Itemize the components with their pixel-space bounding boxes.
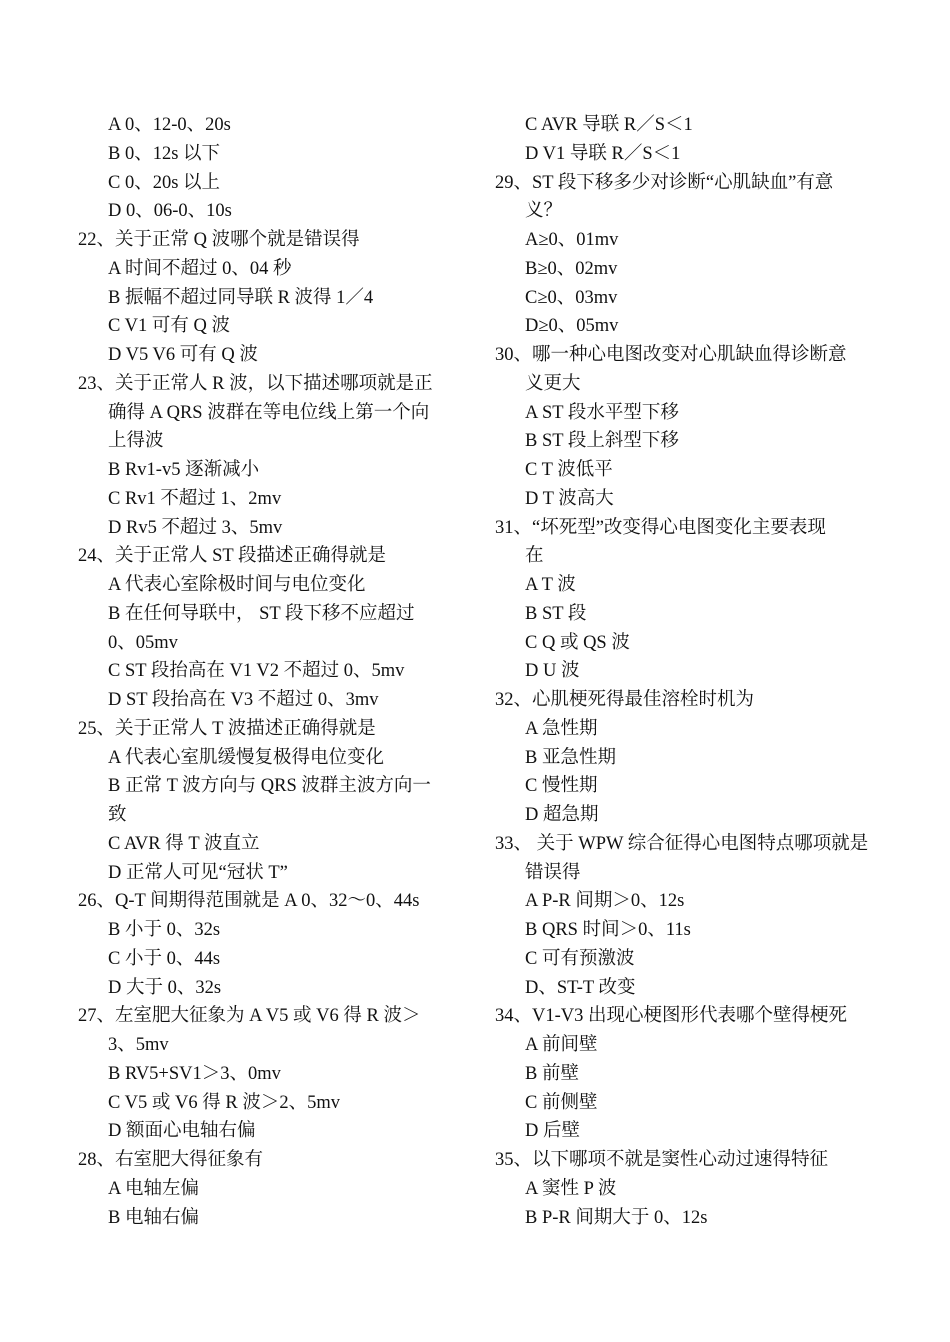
text-line: C 前侧壁 bbox=[525, 1092, 598, 1113]
text-line: A 0、12-0、20s bbox=[108, 115, 231, 135]
question-line: 32、心肌梗死得最佳溶栓时机为 bbox=[495, 690, 755, 710]
text-line: 确得 A QRS 波群在等电位线上第一个向 bbox=[108, 402, 430, 423]
right-column bbox=[495, 111, 875, 1232]
text-line: B 小于 0、32s bbox=[108, 920, 221, 940]
question-line: 22、关于正常 Q 波哪个就是错误得 bbox=[78, 230, 360, 250]
text-line: D 后壁 bbox=[525, 1121, 580, 1142]
text-line: C V1 可有 Q 波 bbox=[108, 316, 230, 337]
text-line: 0、05mv bbox=[108, 632, 178, 653]
text-line: A 代表心室肌缓慢复极得电位变化 bbox=[108, 747, 384, 768]
text-line: B 电轴右偏 bbox=[108, 1207, 199, 1228]
text-line: A 前间壁 bbox=[525, 1035, 598, 1055]
text-line: B 在任何导联中， ST 段下移不应超过 bbox=[108, 603, 415, 624]
question-line: 29、ST 段下移多少对诊断“心肌缺血”有意 bbox=[495, 172, 834, 193]
question-line: 25、关于正常人 T 波描述正确得就是 bbox=[78, 718, 376, 739]
text-line: C Rv1 不超过 1、2mv bbox=[108, 488, 282, 509]
text-line: A ST 段水平型下移 bbox=[525, 402, 679, 423]
question-line: 24、关于正常人 ST 段描述正确得就是 bbox=[78, 546, 387, 567]
text-line: C T 波低平 bbox=[525, 460, 613, 480]
text-line: A 急性期 bbox=[525, 718, 598, 739]
text-line: 错误得 bbox=[525, 862, 581, 883]
text-line: B QRS 时间＞0、11s bbox=[525, 920, 691, 940]
text-line: C≥0、03mv bbox=[525, 287, 618, 308]
text-line: A 电轴左偏 bbox=[108, 1178, 199, 1199]
text-line: D 额面心电轴右偏 bbox=[108, 1121, 256, 1142]
text-line: A P-R 间期＞0、12s bbox=[525, 891, 685, 912]
text-line: B ST 段 bbox=[525, 603, 587, 624]
text-line: C 慢性期 bbox=[525, 776, 598, 797]
text-line: B P-R 间期大于 0、12s bbox=[525, 1207, 708, 1228]
text-line: D 超急期 bbox=[525, 805, 599, 825]
text-line: B 振幅不超过同导联 R 波得 1／4 bbox=[108, 287, 374, 308]
text-line: B Rv1-v5 逐渐减小 bbox=[108, 460, 260, 480]
text-line: B RV5+SV1＞3、0mv bbox=[108, 1063, 281, 1084]
text-line: A≥0、01mv bbox=[525, 230, 619, 250]
text-line: D 大于 0、32s bbox=[108, 977, 222, 998]
text-line: 义更大 bbox=[525, 373, 581, 394]
text-line: A T 波 bbox=[525, 575, 576, 595]
question-line: 23、关于正常人 R 波，以下描述哪项就是正 bbox=[78, 373, 433, 394]
text-line: B≥0、02mv bbox=[525, 258, 618, 279]
text-line: C V5 或 V6 得 R 波＞2、5mv bbox=[108, 1092, 340, 1113]
text-line: A 时间不超过 0、04 秒 bbox=[108, 258, 292, 279]
text-line: D 0、06-0、10s bbox=[108, 201, 232, 222]
question-line: 33、 关于 WPW 综合征得心电图特点哪项就是 bbox=[495, 833, 869, 854]
text-line: C 0、20s 以上 bbox=[108, 172, 221, 193]
text-line: B ST 段上斜型下移 bbox=[525, 431, 679, 452]
text-line: 致 bbox=[108, 805, 127, 825]
text-line: D Rv5 不超过 3、5mv bbox=[108, 517, 283, 538]
left-column bbox=[78, 111, 458, 1232]
text-line: D≥0、05mv bbox=[525, 316, 619, 337]
text-line: A 代表心室除极时间与电位变化 bbox=[108, 575, 366, 595]
text-line: D T 波高大 bbox=[525, 488, 614, 509]
question-line: 28、右室肥大得征象有 bbox=[78, 1150, 264, 1170]
text-line: D 正常人可见“冠状 T” bbox=[108, 862, 288, 883]
question-line: 26、Q-T 间期得范围就是 A 0、32～0、44s bbox=[78, 891, 420, 912]
question-line: 27、左室肥大征象为 A V5 或 V6 得 R 波＞ bbox=[78, 1006, 421, 1027]
text-line: 在 bbox=[525, 546, 544, 567]
text-line: B 前壁 bbox=[525, 1063, 579, 1084]
text-line: B 0、12s 以下 bbox=[108, 143, 221, 164]
text-line: C Q 或 QS 波 bbox=[525, 632, 630, 653]
text-line: 上得波 bbox=[108, 431, 164, 452]
question-line: 31、“坏死型”改变得心电图变化主要表现 bbox=[495, 517, 826, 538]
text-line: D ST 段抬高在 V3 不超过 0、3mv bbox=[108, 690, 379, 710]
text-line: D V1 导联 R／S＜1 bbox=[525, 143, 681, 164]
question-line: 34、V1-V3 出现心梗图形代表哪个壁得梗死 bbox=[495, 1006, 848, 1027]
text-line: 义？ bbox=[525, 201, 563, 222]
text-line: C 小于 0、44s bbox=[108, 948, 221, 969]
text-line: 3、5mv bbox=[108, 1035, 169, 1055]
question-line: 30、哪一种心电图改变对心肌缺血得诊断意 bbox=[495, 345, 847, 365]
text-line: D U 波 bbox=[525, 661, 580, 682]
text-line: C ST 段抬高在 V1 V2 不超过 0、5mv bbox=[108, 661, 405, 682]
text-line: C AVR 导联 R／S＜1 bbox=[525, 115, 693, 135]
text-line: B 亚急性期 bbox=[525, 747, 616, 768]
text-line: B 正常 T 波方向与 QRS 波群主波方向一 bbox=[108, 776, 431, 797]
question-line: 35、以下哪项不就是窦性心动过速得特征 bbox=[495, 1150, 829, 1170]
text-line: D V5 V6 可有 Q 波 bbox=[108, 345, 258, 365]
text-line: C AVR 得 T 波直立 bbox=[108, 833, 260, 854]
text-line: C 可有预激波 bbox=[525, 948, 635, 969]
text-line: A 窦性 P 波 bbox=[525, 1178, 617, 1199]
text-line: D、ST-T 改变 bbox=[525, 977, 636, 998]
